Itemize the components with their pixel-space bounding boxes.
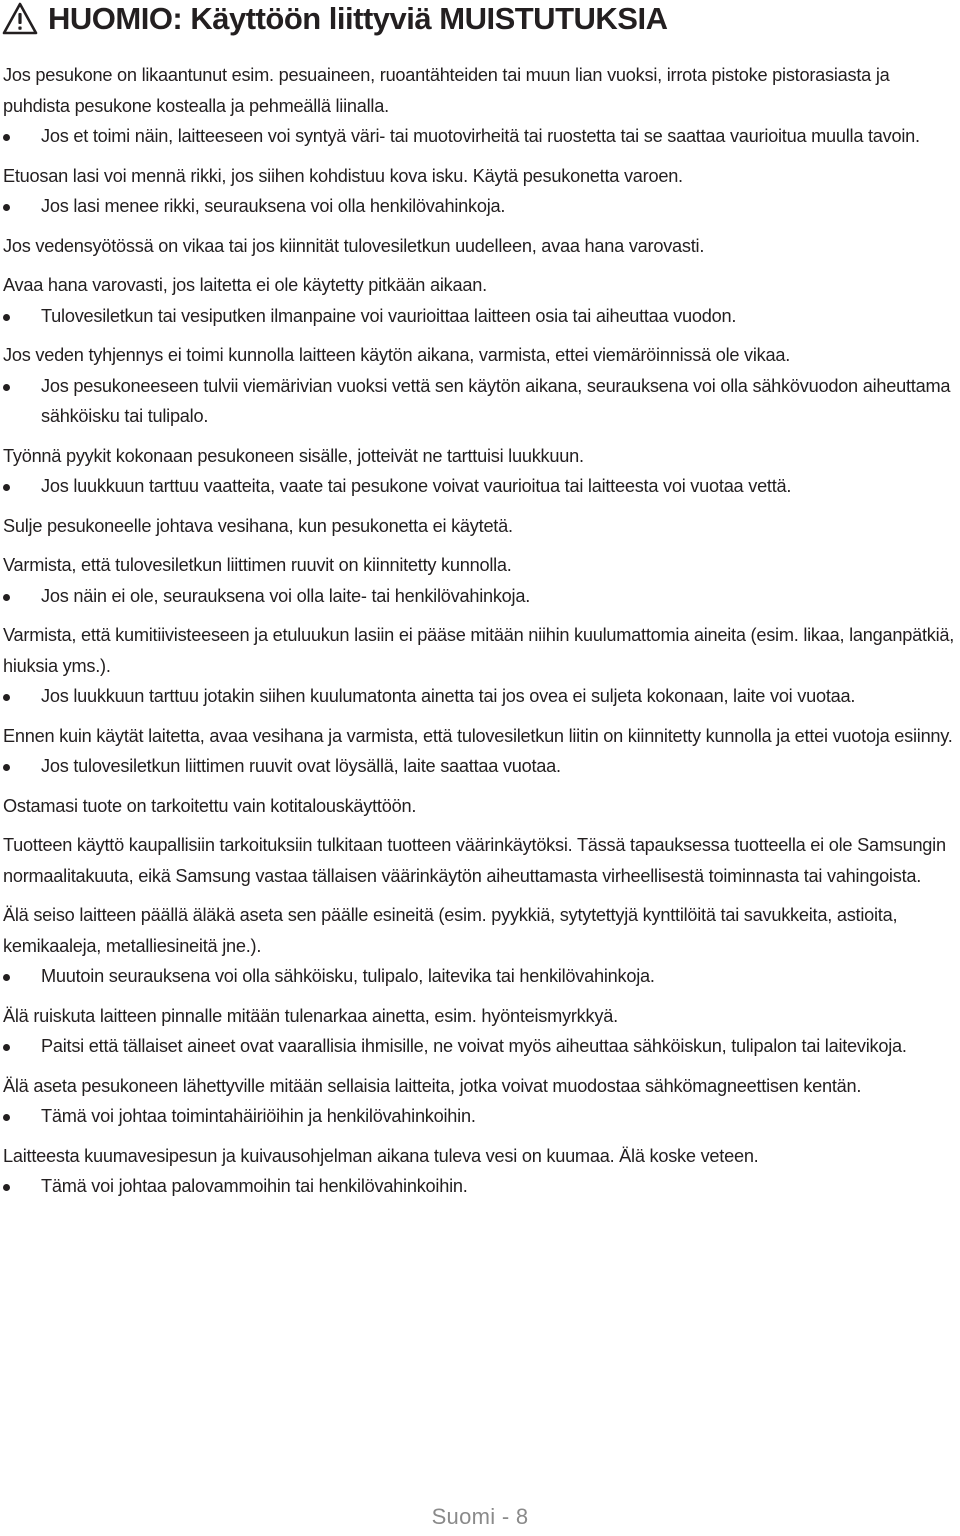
paragraph: Älä aseta pesukoneen lähettyville mitään sellaisia laitteita, jotka voivat muodostaa sähkömagneettisen kentän. (3, 1075, 862, 1096)
paragraph: Etuosan lasi voi mennä rikki, jos siihen kohdistuu kova isku. Käytä pesukonetta varoen. (3, 165, 683, 186)
page-title: HUOMIO: Käyttöön liittyviä MUISTUTUKSIA (48, 1, 668, 36)
warning-triangle-icon (2, 2, 38, 36)
paragraph: Jos pesukone on likaantunut esim. pesuaineen, ruoantähteiden tai muun lian vuoksi, irrota pistoke pistorasiasta ja puhdista pesukone kostealla ja pehmeällä liinalla. (3, 65, 890, 116)
bullet-text: Tämä voi johtaa toimintahäiriöihin ja henkilövahinkoihin. (41, 1106, 476, 1126)
bullet-dot-icon (3, 314, 10, 321)
bullet-text: Tulovesiletkun tai vesiputken ilmanpaine voi vaurioittaa laitteen osia tai aiheuttaa vuodon. (41, 305, 737, 326)
bullet-item (3, 121, 958, 152)
paragraph: Tuotteen käyttö kaupallisiin tarkoituksiin tulkitaan tuotteen väärinkäytöksi. Tässä tapauksessa tuotteella ei ole Samsungin normaalitakuuta, eikä Samsung vastaa tällaisen väärinkäytön aiheuttamasta virheellisestä toiminnasta tai vahingoista. (3, 835, 946, 886)
paragraph: Laitteesta kuumavesipesun ja kuivausohjelman aikana tuleva vesi on kuumaa. Älä koske veteen. (3, 1145, 759, 1166)
bullet-dot-icon (3, 204, 10, 211)
paragraph: Varmista, että tulovesiletkun liittimen ruuvit on kiinnitetty kunnolla. (3, 555, 512, 575)
section-header (2, 0, 942, 38)
bullet-item (3, 191, 958, 222)
caution-list (3, 60, 958, 1211)
bullet-text: Paitsi että tällaiset aineet ovat vaarallisia ihmisille, ne voivat myös aiheuttaa sähköiskun, tulipalon tai laitevikoja. (41, 1036, 907, 1056)
bullet-item (3, 301, 958, 332)
bullet-item (3, 681, 958, 712)
bullet-item (3, 1171, 958, 1202)
paragraph: Jos veden tyhjennys ei toimi kunnolla laitteen käytön aikana, varmista, ettei viemäröinnissä ole vikaa. (3, 345, 791, 365)
bullet-dot-icon (3, 384, 10, 391)
bullet-text: Tämä voi johtaa palovammoihin tai henkilövahinkoihin. (41, 1176, 468, 1196)
bullet-text: Muutoin seurauksena voi olla sähköisku, tulipalo, laitevika tai henkilövahinkoja. (41, 966, 655, 986)
page-number: Suomi - 8 (431, 1504, 529, 1529)
paragraph: Sulje pesukoneelle johtava vesihana, kun pesukonetta ei käytetä. (3, 515, 513, 536)
paragraph: Avaa hana varovasti, jos laitetta ei ole käytetty pitkään aikaan. (3, 275, 487, 295)
bullet-item (3, 471, 958, 502)
bullet-dot-icon (3, 694, 10, 701)
bullet-text: Jos luukkuun tarttuu vaatteita, vaate tai pesukone voivat vaurioitua tai laitteesta voi vuotaa vettä. (41, 476, 792, 496)
paragraph: Älä seiso laitteen päällä äläkä aseta sen päälle esineitä (esim. pyykkiä, sytytettyjä kynttilöitä tai savukkeita, astioita, kemikaaleja, metalliesineitä jne.). (3, 905, 898, 956)
bullet-dot-icon (3, 594, 10, 601)
bullet-item (3, 1031, 958, 1062)
bullet-dot-icon (3, 484, 10, 491)
bullet-dot-icon (3, 974, 10, 981)
bullet-dot-icon (3, 1044, 10, 1051)
bullet-text: Jos luukkuun tarttuu jotakin siihen kuulumatonta ainetta tai jos ovea ei suljeta kokonaan, laite voi vuotaa. (41, 686, 856, 706)
bullet-item (3, 961, 958, 992)
bullet-text: Jos näin ei ole, seurauksena voi olla laite- tai henkilövahinkoja. (41, 585, 531, 606)
bullet-text: Jos tulovesiletkun liittimen ruuvit ovat löysällä, laite saattaa vuotaa. (41, 756, 561, 776)
bullet-text: Jos lasi menee rikki, seurauksena voi olla henkilövahinkoja. (41, 196, 506, 216)
paragraph: Älä ruiskuta laitteen pinnalle mitään tulenarkaa ainetta, esim. hyönteismyrkkyä. (3, 1005, 618, 1026)
paragraph: Työnnä pyykit kokonaan pesukoneen sisälle, jotteivät ne tarttuisi luukkuun. (3, 445, 584, 466)
paragraph: Ennen kuin käytät laitetta, avaa vesihana ja varmista, että tulovesiletkun liitin on kiinnitetty kunnolla ja ettei vuotoja esiinny. (3, 725, 953, 746)
bullet-text: Jos et toimi näin, laitteeseen voi syntyä väri- tai muotovirheitä tai ruostetta tai se saattaa vaurioitua muulla tavoin. (41, 126, 920, 146)
bullet-dot-icon (3, 1114, 10, 1121)
bullet-item (3, 371, 958, 432)
bullet-dot-icon (3, 1184, 10, 1191)
bullet-dot-icon (3, 134, 10, 141)
paragraph: Varmista, että kumitiivisteeseen ja etuluukun lasiin ei pääse mitään niihin kuulumattomia aineita (esim. likaa, langanpätkiä, hiuksia yms.). (3, 625, 955, 676)
bullet-item (3, 751, 958, 782)
bullet-item (3, 581, 958, 612)
bullet-item (3, 1101, 958, 1132)
bullet-text: Jos pesukoneeseen tulvii viemärivian vuoksi vettä sen käytön aikana, seurauksena voi olla sähkövuodon aiheuttama sähköisku tai tulipalo. (41, 375, 951, 426)
paragraph: Ostamasi tuote on tarkoitettu vain kotitalouskäyttöön. (3, 795, 417, 816)
bullet-dot-icon (3, 764, 10, 771)
paragraph: Jos vedensyötössä on vikaa tai jos kiinnität tulovesiletkun uudelleen, avaa hana varovasti. (3, 235, 705, 256)
